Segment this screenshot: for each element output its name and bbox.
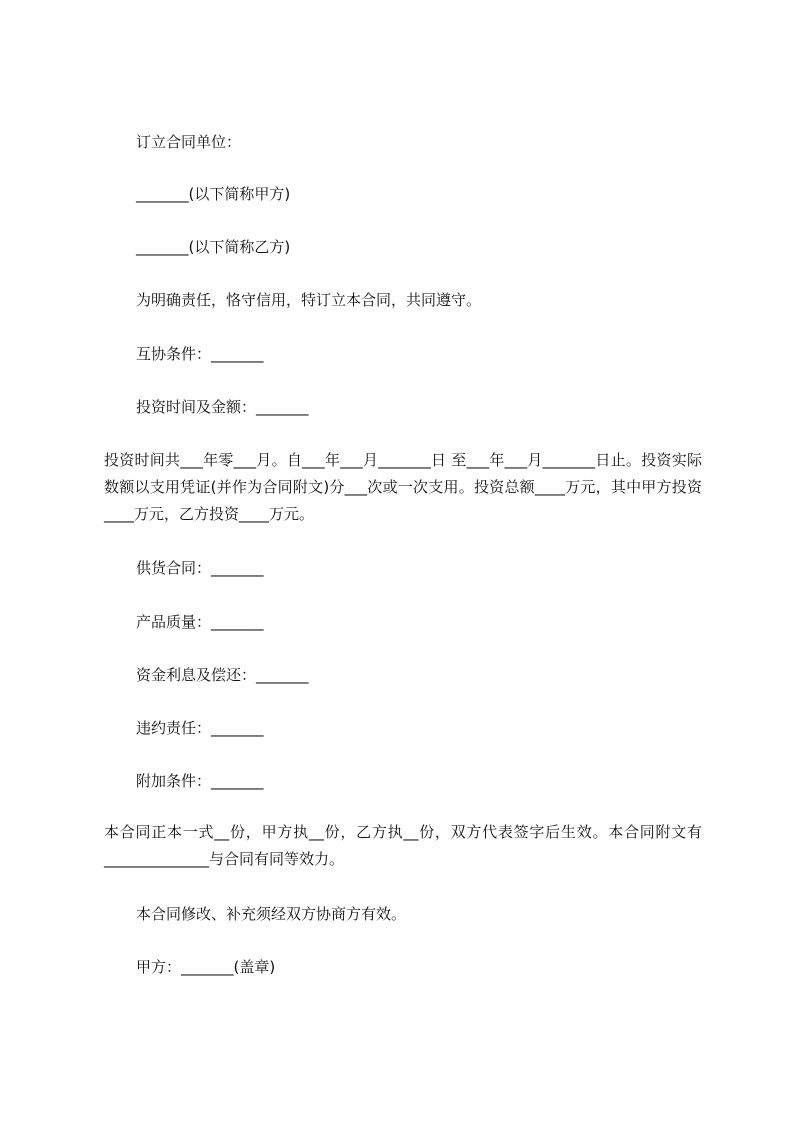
party-b-line: _______(以下简称乙方): [136, 238, 291, 256]
investment-time-amount: 投资时间及金额：_______: [136, 398, 309, 416]
breach-liability: 违约责任：_______: [136, 719, 264, 737]
contracting-units-label: 订立合同单位：: [136, 133, 242, 151]
supply-contract: 供货合同：_______: [136, 559, 264, 577]
copies-paragraph: 本合同正本一式__份，甲方执__份，乙方执__份，双方代表签字后生效。本合同附文有______________与合同有同等效力。: [104, 823, 702, 868]
amendment-text: 本合同修改、补充须经双方协商方有效。: [136, 905, 407, 923]
investment-paragraph: 投资时间共___年零___月。自___年___月_______日 至___年___月_______日止。投资实际数额以支用凭证(并作为合同附文)分___次或一次支用。投资总额____万元，其中甲方投资____万元，乙方投资____万元。: [104, 451, 702, 523]
intro-text: 为明确责任，恪守信用，特订立本合同，共同遵守。: [136, 291, 482, 309]
product-quality: 产品质量：_______: [136, 613, 264, 631]
additional-terms: 附加条件：_______: [136, 772, 264, 790]
party-a-signature: 甲方：_______(盖章): [136, 958, 276, 976]
mutual-conditions: 互协条件：_______: [136, 345, 264, 363]
party-a-line: _______(以下简称甲方): [136, 185, 291, 203]
interest-repayment: 资金利息及偿还：_______: [136, 666, 309, 684]
